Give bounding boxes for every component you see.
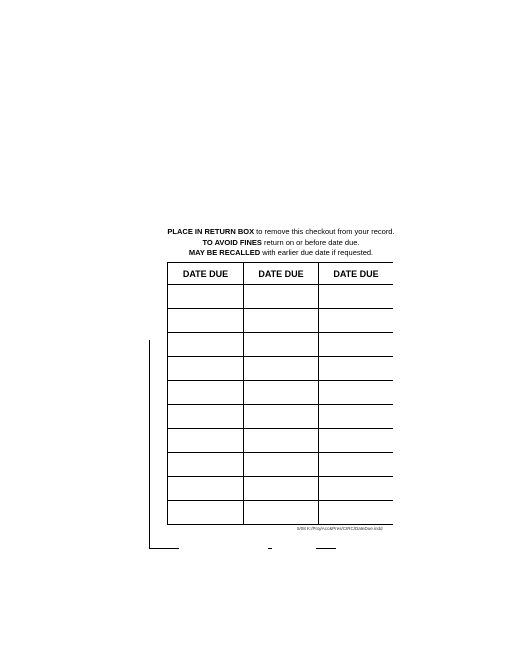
- date-due-cell: [244, 309, 319, 333]
- date-due-cell: [168, 333, 244, 357]
- date-due-cell: [168, 357, 244, 381]
- date-due-cell: [244, 285, 319, 309]
- date-due-cell: [168, 501, 244, 525]
- scan-edge-bottom: [149, 548, 179, 549]
- notice-line-2: TO AVOID FINES return on or before date due.: [202, 237, 360, 247]
- date-due-cell: [244, 405, 319, 429]
- table-row: [168, 405, 394, 429]
- form-code: 5/08 K:/Proj/Acc&Pres/CIRC/DateDue.indd: [297, 526, 383, 531]
- date-due-cell: [244, 477, 319, 501]
- date-due-cell: [168, 453, 244, 477]
- table-row: [168, 477, 394, 501]
- date-due-cell: [168, 477, 244, 501]
- date-due-cell: [319, 381, 394, 405]
- date-due-table: [167, 262, 393, 525]
- scan-speck: [268, 548, 272, 549]
- date-due-cell: [319, 405, 394, 429]
- scan-edge-vertical: [149, 340, 150, 548]
- table-body: [168, 285, 394, 525]
- date-due-cell: [319, 333, 394, 357]
- date-due-cell: [168, 381, 244, 405]
- date-due-cell: [319, 309, 394, 333]
- table-header-row: [168, 263, 394, 285]
- notice-line-3: MAY BE RECALLED with earlier due date if requested.: [188, 248, 374, 257]
- column-header: DATE DUE: [168, 263, 244, 285]
- date-due-cell: [244, 453, 319, 477]
- date-due-cell: [168, 285, 244, 309]
- date-due-cell: [319, 429, 394, 453]
- table-row: [168, 357, 394, 381]
- date-due-cell: [244, 429, 319, 453]
- date-due-cell: [168, 405, 244, 429]
- date-due-cell: [319, 453, 394, 477]
- table-row: [168, 501, 394, 525]
- return-notice: [164, 227, 398, 259]
- column-header: DATE DUE: [244, 263, 319, 285]
- date-due-cell: [244, 381, 319, 405]
- date-due-cell: [168, 309, 244, 333]
- table-row: [168, 309, 394, 333]
- date-due-cell: [168, 429, 244, 453]
- column-header: DATE DUE: [319, 263, 394, 285]
- date-due-cell: [319, 357, 394, 381]
- table-row: [168, 429, 394, 453]
- date-due-cell: [244, 333, 319, 357]
- date-due-cell: [244, 357, 319, 381]
- date-due-cell: [319, 285, 394, 309]
- date-due-cell: [319, 501, 394, 525]
- date-due-cell: [319, 477, 394, 501]
- table-row: [168, 285, 394, 309]
- scan-speck: [316, 548, 336, 549]
- table-row: [168, 333, 394, 357]
- date-due-cell: [244, 501, 319, 525]
- table-row: [168, 453, 394, 477]
- notice-line-1: PLACE IN RETURN BOX to remove this checkout from your record.: [167, 227, 395, 236]
- table-row: [168, 381, 394, 405]
